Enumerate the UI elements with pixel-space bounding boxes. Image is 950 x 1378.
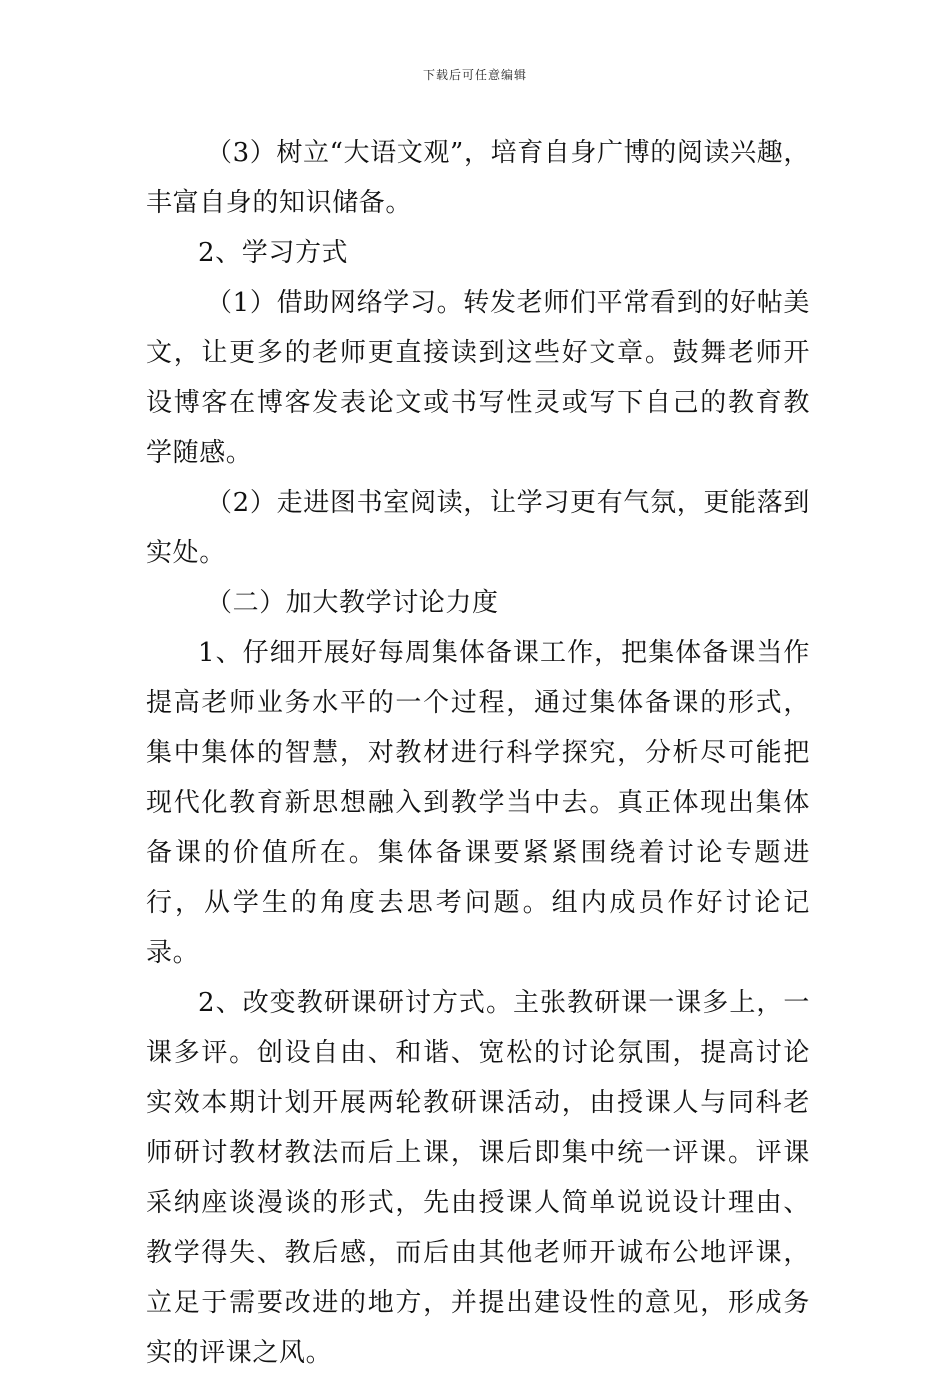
paragraph-collective-preparation: 1、仔细开展好每周集体备课工作，把集体备课当作提高老师业务水平的一个过程，通过集体备课的形式，集中集体的智慧，对教材进行科学探究，分析尽可能把现代化教育新思想融入到教学当中去。真正体现出集体备课的价值所在。集体备课要紧紧围绕着讨论专题进行，从学生的角度去思考问题。组内成员作好讨论记录。 xyxy=(146,638,810,968)
paragraph-online-learning: （1）借助网络学习。转发老师们平常看到的好帖美文，让更多的老师更直接读到这些好文章。鼓舞老师开设博客在博客发表论文或书写性灵或写下自己的教育教学随感。 xyxy=(146,288,810,468)
heading-learning-methods: 2、学习方式 xyxy=(198,238,349,268)
paragraph-reading-view: （3）树立“大语文观”，培育自身广博的阅读兴趣，丰富自身的知识储备。 xyxy=(146,138,810,218)
paragraph-library-reading: （2）走进图书室阅读，让学习更有气氛，更能落到实处。 xyxy=(146,488,810,568)
paragraph-research-lessons: 2、改变教研课研讨方式。主张教研课一课多上，一课多评。创设自由、和谐、宽松的讨论氛围，提高讨论实效本期计划开展两轮教研课活动，由授课人与同科老师研讨教材教法而后上课，课后即集中统一评课。评课采纳座谈漫谈的形式，先由授课人简单说说设计理由、教学得失、教后感，而后由其他老师开诚布公地评课，立足于需要改进的地方，并提出建设性的意见，形成务实的评课之风。 xyxy=(146,988,810,1368)
page-header: 下载后可任意编辑 xyxy=(422,68,527,82)
heading-teaching-discussion: （二）加大教学讨论力度 xyxy=(206,588,499,618)
document-body xyxy=(146,128,810,1378)
